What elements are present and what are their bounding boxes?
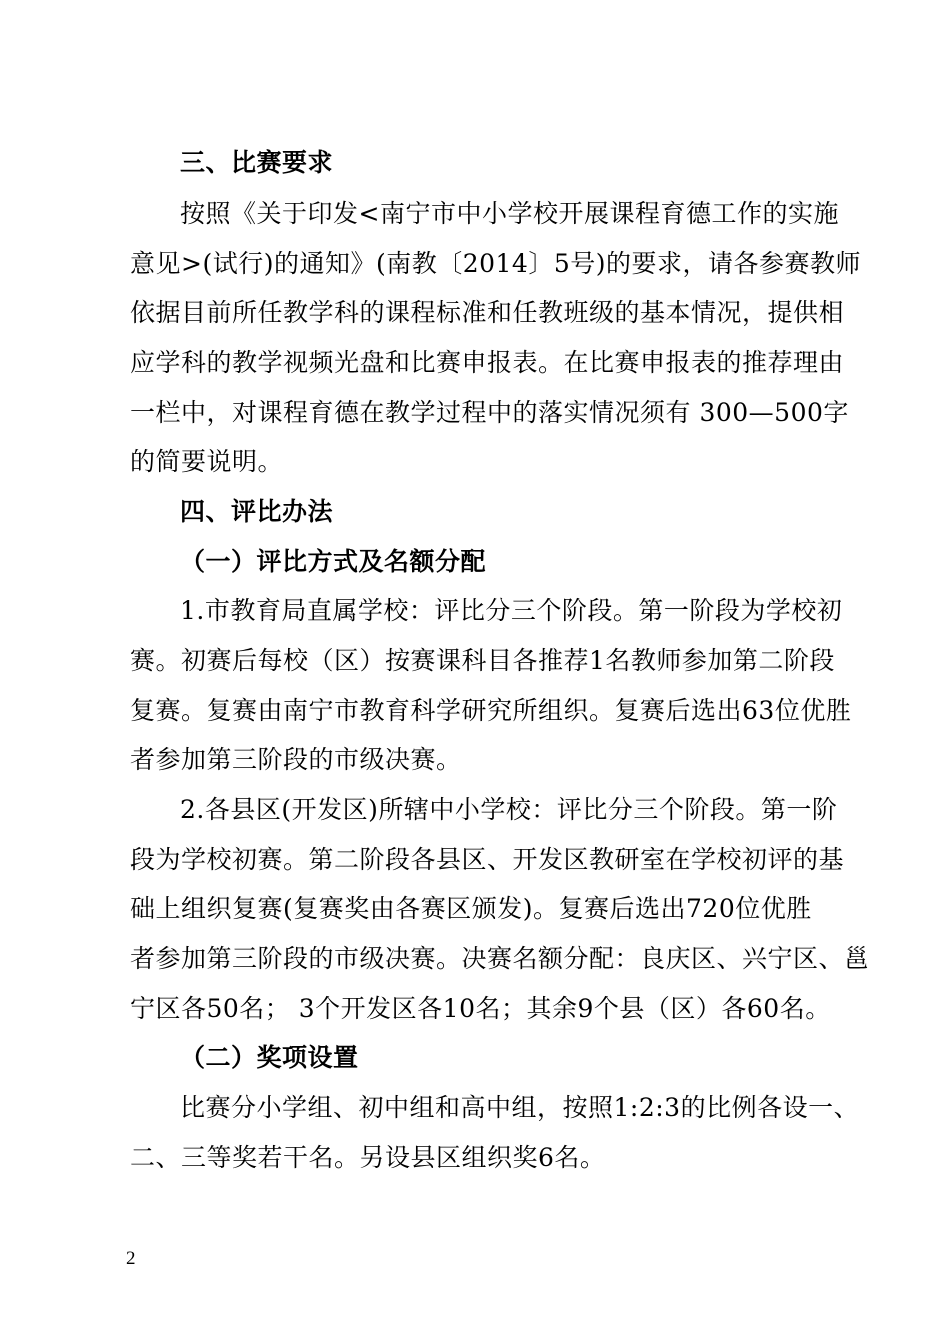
paragraph-line: 段为学校初赛。第二阶段各县区、开发区教研室在学校初评的基 (130, 845, 845, 874)
paragraph-line: 2.各县区(开发区)所辖中小学校：评比分三个阶段。第一阶 (180, 795, 838, 824)
subsection-heading-awards: （二）奖项设置 (180, 1043, 359, 1072)
paragraph-line: 赛。初赛后每校（区）按赛课科目各推荐1名教师参加第二阶段 (130, 646, 835, 675)
paragraph-line: 宁区各50名； 3个开发区各10名；其余9个县（区）各60名。 (130, 994, 831, 1023)
paragraph-line: 二、三等奖若干名。另设县区组织奖6名。 (130, 1143, 606, 1172)
paragraph-line: 意见>(试行)的通知》(南教〔2014〕5号)的要求，请各参赛教师 (130, 249, 861, 278)
paragraph-line: 一栏中，对课程育德在教学过程中的落实情况须有 300—500字 (130, 398, 849, 427)
paragraph-line: 依据目前所任教学科的课程标准和任教班级的基本情况，提供相 (130, 298, 845, 327)
section-heading-requirements: 三、比赛要求 (180, 148, 334, 177)
paragraph-line: 比赛分小学组、初中组和高中组，按照1:2:3的比例各设一、 (180, 1093, 860, 1122)
paragraph-line: 应学科的教学视频光盘和比赛申报表。在比赛申报表的推荐理由 (130, 348, 845, 377)
paragraph-line: 复赛。复赛由南宁市教育科学研究所组织。复赛后选出63位优胜 (130, 696, 852, 725)
paragraph-line: 础上组织复赛(复赛奖由各赛区颁发)。复赛后选出720位优胜 (130, 894, 812, 923)
paragraph-line: 的简要说明。 (130, 447, 284, 476)
page-number: 2 (126, 1248, 136, 1269)
paragraph-line: 者参加第三阶段的市级决赛。 (130, 745, 462, 774)
paragraph-line: 按照《关于印发<南宁市中小学校开展课程育德工作的实施 (180, 199, 839, 228)
section-heading-evaluation: 四、评比办法 (180, 497, 334, 526)
paragraph-line: 者参加第三阶段的市级决赛。决赛名额分配：良庆区、兴宁区、邕 (130, 944, 870, 973)
subsection-heading-method: （一）评比方式及名额分配 (180, 547, 487, 576)
paragraph-line: 1.市教育局直属学校：评比分三个阶段。第一阶段为学校初 (180, 596, 843, 625)
